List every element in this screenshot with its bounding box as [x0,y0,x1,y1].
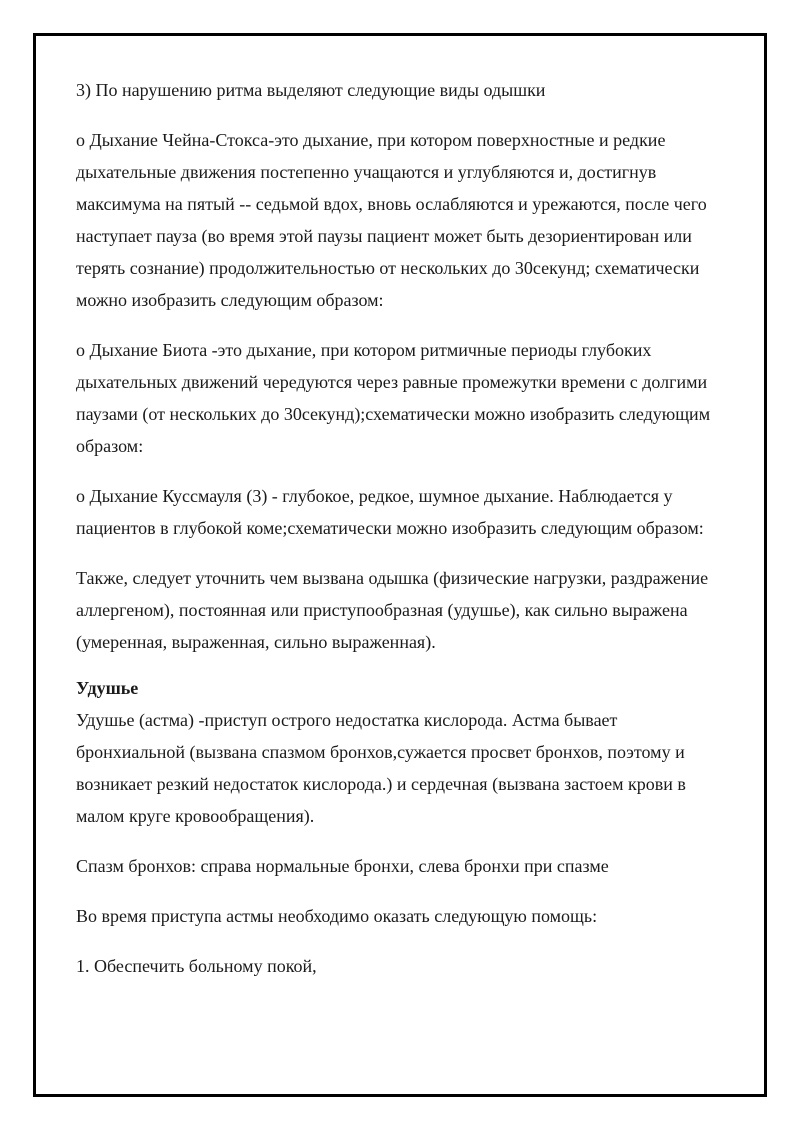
paragraph-asthma-definition: Удушье (астма) -приступ острого недостатка кислорода. Астма бывает бронхиальной (вызвана спазмом бронхов,сужается просвет бронхов, поэтому и возникает резкий недостаток кислорода.) и сердечная (вызвана застоем крови в малом круге кровообращения). [76,710,686,826]
paragraph-first-aid-intro: Во время приступа астмы необходимо оказать следующую помощь: [76,906,598,926]
document-body [76,74,726,982]
paragraph-rhythm-intro: 3) По нарушению ритма выделяют следующие виды одышки [76,80,546,100]
paragraph-kussmaul: o Дыхание Куссмауля (3) - глубокое, редкое, шумное дыхание. Наблюдается у пациентов в глубокой коме;схематически можно изобразить следующим образом: [76,486,704,538]
paragraph-cheyne-stokes: o Дыхание Чейна-Стокса-это дыхание, при котором поверхностные и редкие дыхательные движения постепенно учащаются и углубляются и, достигнув максимума на пятый -- седьмой вдох, вновь ослабляются и урежаются, после чего наступает пауза (во время этой паузы пациент может быть дезориентирован или терять сознание) продолжительностью от нескольких до 30секунд; схематически можно изобразить следующим образом: [76,130,707,310]
section-heading-asthma: Удушье [76,678,139,698]
paragraph-biot: o Дыхание Биота -это дыхание, при котором ритмичные периоды глубоких дыхательных движений чередуются через равные промежутки времени с долгими паузами (от нескольких до 30секунд);схематически можно изобразить следующим образом: [76,340,711,456]
paragraph-dyspnea-cause: Также, следует уточнить чем вызвана одышка (физические нагрузки, раздражение аллергеном), постоянная или приступообразная (удушье), как сильно выражена (умеренная, выраженная, сильно выраженная). [76,568,709,652]
paragraph-first-aid-step-1: 1. Обеспечить больному покой, [76,956,317,976]
paragraph-bronchospasm: Спазм бронхов: справа нормальные бронхи, слева бронхи при спазме [76,856,609,876]
